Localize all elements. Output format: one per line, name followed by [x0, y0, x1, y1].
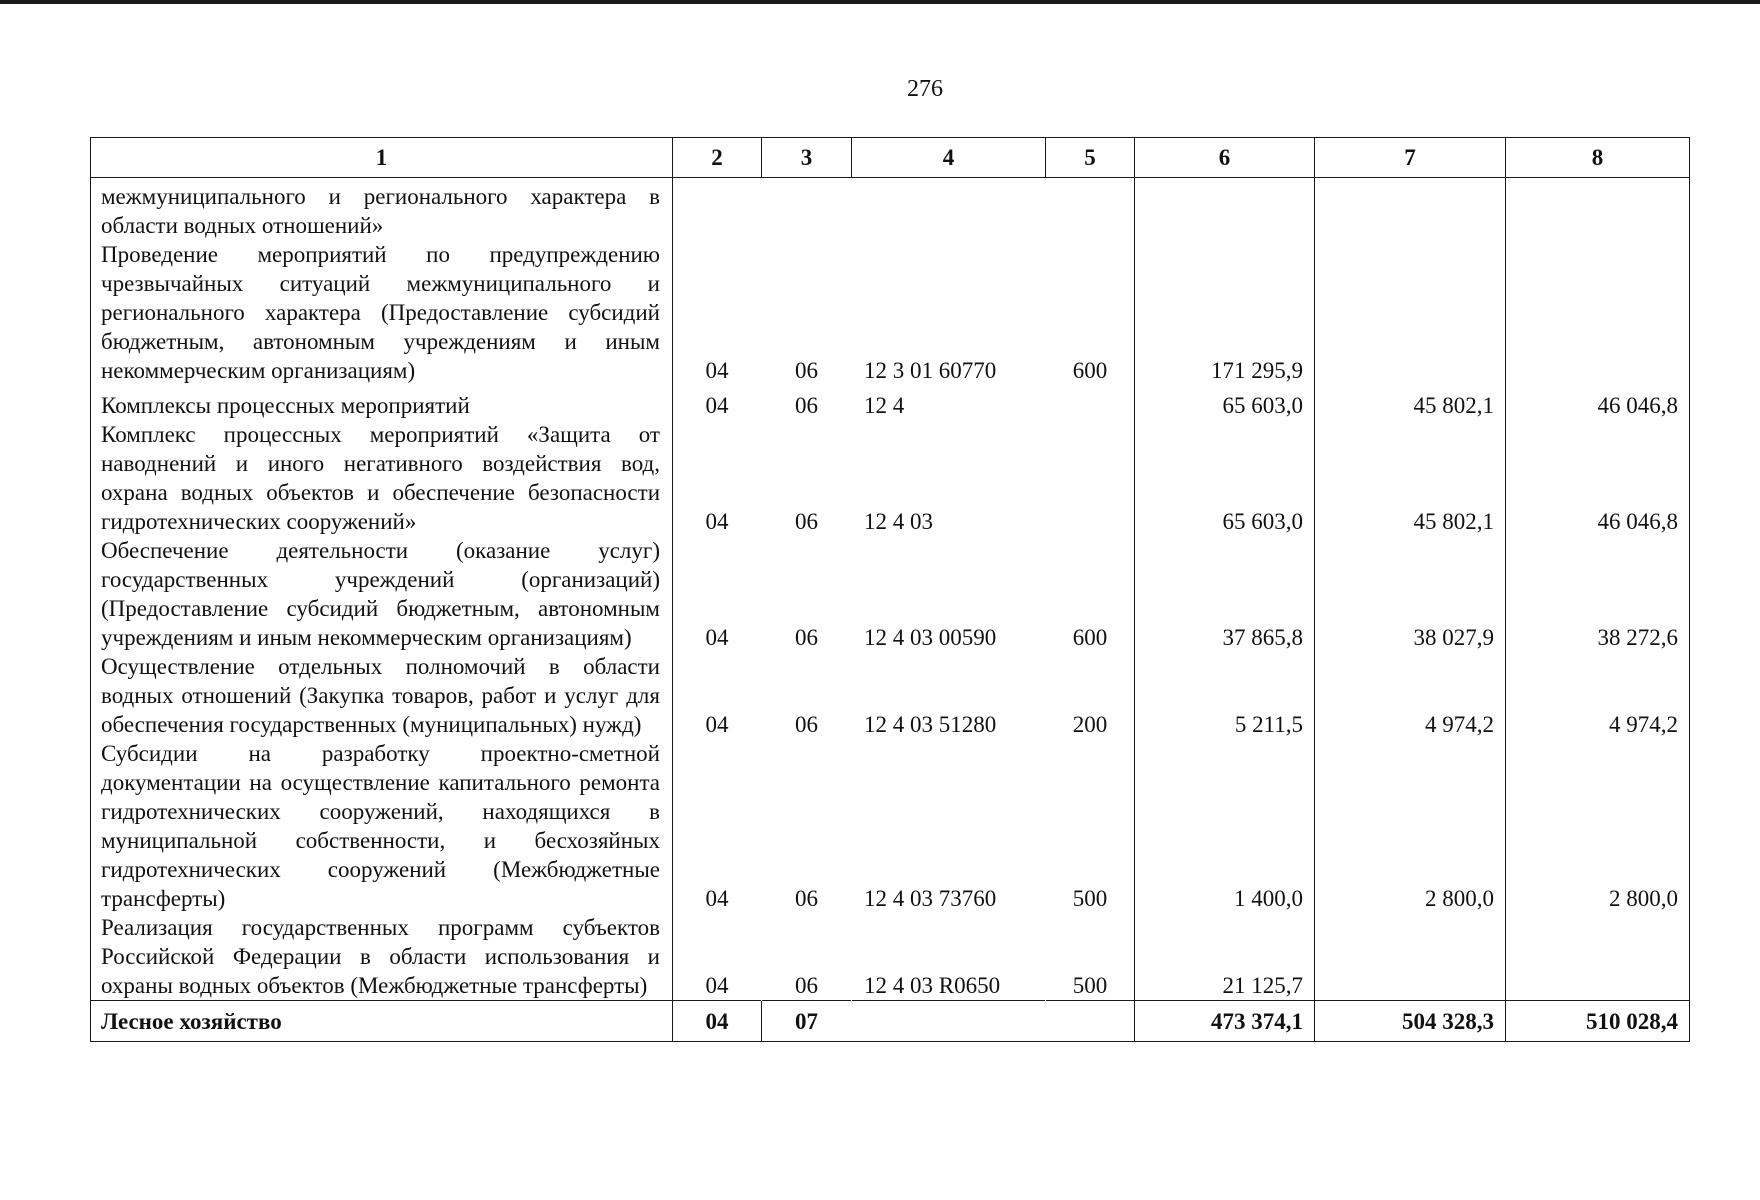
- expense-type-code: [1046, 420, 1135, 536]
- amount-col7: 2 800,0: [1315, 739, 1506, 913]
- target-article-code: [852, 178, 1046, 241]
- row-name: Осуществление отдельных полномочий в области водных отношений (Закупка товаров, работ и услуг для обеспечения государственных (муниципальных) нужд): [91, 652, 673, 739]
- table-row: [91, 739, 1690, 913]
- table-row: [91, 420, 1690, 536]
- expense-type-code: [1046, 385, 1135, 420]
- section-code: 04: [673, 536, 762, 652]
- amount-col7: 45 802,1: [1315, 420, 1506, 536]
- expense-type-code: 200: [1046, 652, 1135, 739]
- expense-type-code: [1046, 178, 1135, 241]
- top-scan-rule: [0, 0, 1760, 4]
- amount-col6: 65 603,0: [1135, 420, 1315, 536]
- amount-col8: [1506, 178, 1690, 241]
- column-header: 6: [1135, 138, 1315, 178]
- amount-col6: 171 295,9: [1135, 240, 1315, 385]
- table-row: [91, 652, 1690, 739]
- target-article-code: 12 4 03 51280: [864, 712, 997, 737]
- subsection-code: 06: [795, 625, 818, 650]
- row-name: Лесное хозяйство: [91, 1001, 673, 1042]
- subsection-code: 06: [795, 886, 818, 911]
- column-header: 8: [1506, 138, 1690, 178]
- amount-col6: 65 603,0: [1135, 385, 1315, 420]
- amount-col8: 46 046,8: [1506, 420, 1690, 536]
- section-code: 04: [673, 420, 762, 536]
- amount-col7: [1315, 240, 1506, 385]
- row-name: Комплексы процессных мероприятий: [91, 385, 673, 420]
- expense-type-code: 500: [1046, 739, 1135, 913]
- target-article-code: 12 4 03 00590: [864, 625, 997, 650]
- header-row: [91, 138, 1690, 178]
- amount-col6: 473 374,1: [1135, 1001, 1315, 1042]
- section-code: [673, 178, 762, 241]
- amount-col6: 1 400,0: [1135, 739, 1315, 913]
- subsection-code: 07: [762, 1001, 852, 1042]
- section-code: 04: [673, 1001, 762, 1042]
- section-code: 04: [673, 652, 762, 739]
- amount-col8: [1506, 240, 1690, 385]
- row-name: Субсидии на разработку проектно-сметной документации на осуществление капитального ремонта гидротехнических сооружений, находящихся в муниципальной собственности, и бесхозяйных гидротехнических сооружений (Межбюджетные трансферты): [91, 739, 673, 913]
- amount-col8: [1506, 913, 1690, 1001]
- section-code: 04: [673, 240, 762, 385]
- column-header: 7: [1315, 138, 1506, 178]
- amount-col6: 21 125,7: [1135, 913, 1315, 1001]
- section-code: 04: [673, 385, 762, 420]
- row-name: Комплекс процессных мероприятий «Защита от наводнений и иного негативного воздействия вод, охрана водных объектов и обеспечение безопасности гидротехнических сооружений»: [91, 420, 673, 536]
- amount-col7: 504 328,3: [1315, 1001, 1506, 1042]
- target-article-code: 12 4 03 R0650: [864, 973, 1001, 998]
- section-code: 04: [673, 913, 762, 1001]
- target-article-code: 12 4 03: [864, 509, 933, 534]
- subsection-code: [762, 178, 852, 241]
- subsection-code: 06: [795, 712, 818, 737]
- subsection-code: 06: [795, 358, 818, 383]
- amount-col7: [1315, 913, 1506, 1001]
- column-header: 5: [1046, 138, 1135, 178]
- subsection-code: 06: [795, 973, 818, 998]
- amount-col8: 46 046,8: [1506, 385, 1690, 420]
- table-row: [91, 240, 1690, 385]
- table-row: [91, 913, 1690, 1001]
- table-row: [91, 536, 1690, 652]
- amount-col6: 37 865,8: [1135, 536, 1315, 652]
- amount-col6: [1135, 178, 1315, 241]
- expense-type-code: 500: [1046, 913, 1135, 1001]
- total-row: [91, 1001, 1690, 1042]
- amount-col8: 38 272,6: [1506, 536, 1690, 652]
- column-header: 2: [673, 138, 762, 178]
- amount-col8: 2 800,0: [1506, 739, 1690, 913]
- row-name: Обеспечение деятельности (оказание услуг) государственных учреждений (организаций) (Предоставление субсидий бюджетным, автономным учреждениям и иным некоммерческим организациям): [91, 536, 673, 652]
- table-row: [91, 385, 1690, 420]
- column-header: 1: [91, 138, 673, 178]
- column-header: 3: [762, 138, 852, 178]
- amount-col8: 510 028,4: [1506, 1001, 1690, 1042]
- expense-type-code: 600: [1046, 536, 1135, 652]
- page-number: 276: [907, 76, 943, 102]
- amount-col8: 4 974,2: [1506, 652, 1690, 739]
- amount-col7: [1315, 178, 1506, 241]
- target-article-code: 12 4 03 73760: [864, 886, 997, 911]
- target-article-code: 12 4: [864, 393, 905, 418]
- amount-col6: 5 211,5: [1135, 652, 1315, 739]
- expense-type-code: [1046, 1001, 1135, 1042]
- subsection-code: 06: [795, 393, 818, 418]
- row-name: Проведение мероприятий по предупреждению чрезвычайных ситуаций межмуниципального и регионального характера (Предоставление субсидий бюджетным, автономным учреждениям и иным некоммерческим организациям): [91, 240, 673, 385]
- amount-col7: 4 974,2: [1315, 652, 1506, 739]
- section-code: 04: [673, 739, 762, 913]
- row-name: межмуниципального и регионального характера в области водных отношений»: [91, 178, 673, 241]
- budget-table: [90, 137, 1690, 1042]
- column-header: 4: [852, 138, 1046, 178]
- target-article-code: 12 3 01 60770: [864, 358, 997, 383]
- subsection-code: 06: [795, 509, 818, 534]
- target-article-code: [852, 1001, 1046, 1042]
- table-row: [91, 178, 1690, 241]
- expense-type-code: 600: [1046, 240, 1135, 385]
- amount-col7: 45 802,1: [1315, 385, 1506, 420]
- amount-col7: 38 027,9: [1315, 536, 1506, 652]
- row-name: Реализация государственных программ субъектов Российской Федерации в области использования и охраны водных объектов (Межбюджетные трансферты): [91, 913, 673, 1001]
